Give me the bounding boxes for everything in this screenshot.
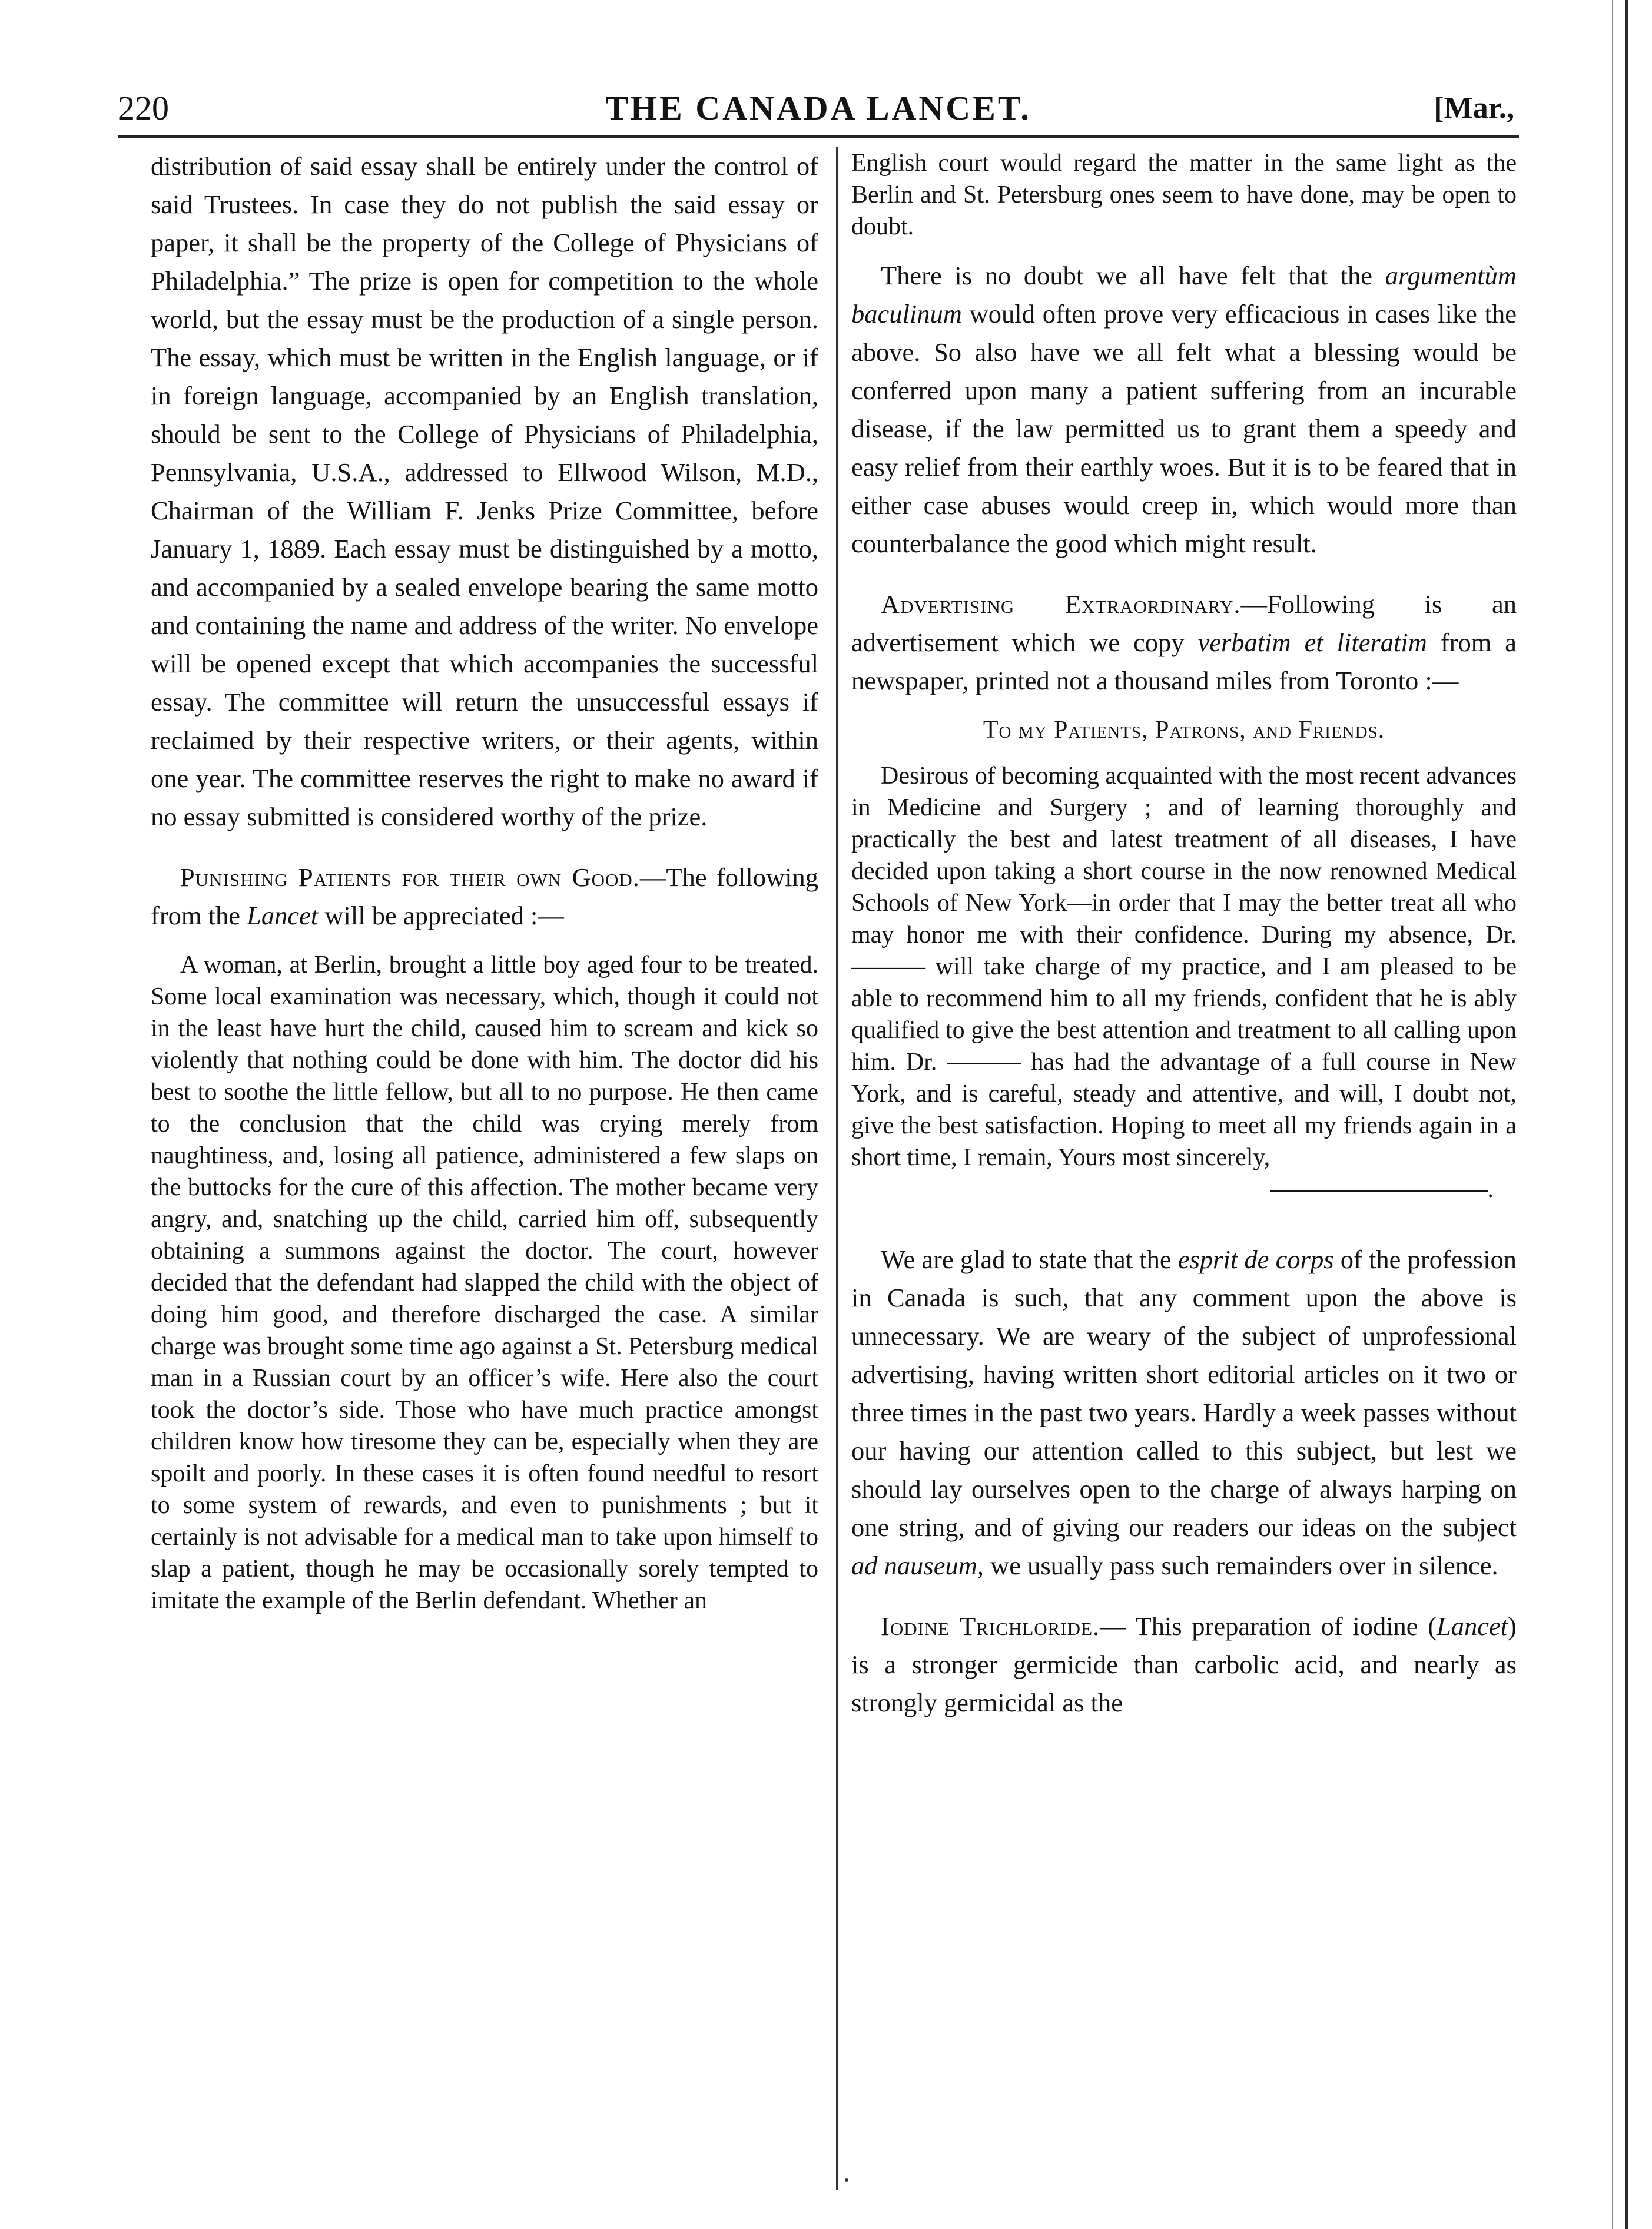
punishing-patients-heading: Punishing Patients for their own Good. xyxy=(180,863,640,892)
right-column xyxy=(851,147,1517,1722)
left-column xyxy=(151,147,818,1617)
latin-phrase: argumentùm baculinum xyxy=(851,261,1517,329)
page-edge xyxy=(1625,0,1628,2229)
iodine-heading: Iodine Trichloride. xyxy=(881,1611,1100,1641)
lancet-reference: Lancet xyxy=(1437,1611,1508,1641)
esprit-de-corps-paragraph: We are glad to state that the esprit de corps of the profession in Canada is such, that any comment upon the above is unnecessary. We are weary of the subject of unprofessional advertising, having written short editorial articles on it two or three times in the past two years. Hardly a week passes without our having our attention called to this subject, but lest we should lay ourselves open to the charge of always harping on one string, and of giving our readers our ideas on the subject ad nauseum, we usually pass such remainders over in silence. xyxy=(851,1245,1517,1580)
issue-month: [Mar., xyxy=(1434,91,1514,125)
latin-phrase: verbatim et literatim xyxy=(1197,628,1427,657)
advertisement-heading: To my Patients, Patrons, and Friends. xyxy=(983,717,1385,744)
advertisement-signature: —————————. xyxy=(1270,1176,1493,1203)
column-divider xyxy=(836,147,838,2190)
advertising-heading: Advertising Extraordinary. xyxy=(881,589,1241,619)
advertising-intro: Advertising Extraordinary.—Following is an advertisement which we copy verbatim et literatim from a newspaper, printed not a thousand miles from Toronto :— xyxy=(851,589,1517,695)
journal-title: THE CANADA LANCET. xyxy=(605,89,1031,127)
page-number: 220 xyxy=(118,89,169,127)
advertisement-body: Desirous of becoming acquainted with the most recent advances in Medicine and Surgery ; and of learning thoroughly and practically the best and latest treatment of all diseases, I have decided upon taking a short course in the now renowned Medical Schools of New York—in order that I may the better treat all who may honor me with their confidence. During my absence, Dr. ——— will take charge of my practice, and I am pleased to be able to recommend him to all my friends, confident that he is ably qualified to give the best attention and treatment to all calling upon him. Dr. ——— has had the advantage of a full course in New York, and is careful, steady and attentive, and will, I doubt not, give the best satisfaction. Hoping to meet all my friends again in a short time, I remain, Yours most sincerely, xyxy=(851,762,1517,1171)
ink-smudge xyxy=(845,2178,848,2182)
latin-phrase: esprit de corps xyxy=(1177,1245,1334,1274)
editorial-comment: There is no doubt we all have felt that the argumentùm baculinum would often prove very efficacious in cases like the above. So also have we all felt what a blessing would be conferred upon many a patient suffering from an incurable disease, if the law permitted us to grant them a speedy and easy relief from their earthly woes. But it is to be feared that in either case abuses would creep in, which would more than counterbalance the good which might result. xyxy=(851,261,1517,558)
punishing-patients-intro: Punishing Patients for their own Good.—The following from the Lancet will be appreciated :— xyxy=(151,863,818,930)
page-edge-shadow xyxy=(1612,0,1613,2229)
berlin-quote: A woman, at Berlin, brought a little boy aged four to be treated. Some local examination was necessary, which, though it could not in the least have hurt the child, caused him to scream and kick so violently that nothing could be done with him. The doctor did his best to soothe the little fellow, but all to no purpose. He then came to the conclusion that the child was crying merely from naughtiness, and, losing all patience, administered a few slaps on the buttocks for the cure of this affection. The mother became very angry, and, snatching up the child, carried him off, subsequently obtaining a summons against the doctor. The court, however decided that the defendant had slapped the child with the object of doing him good, and therefore discharged the case. A similar charge was brought some time ago against a St. Petersburg medical man in a Russian court by an officer’s wife. Here also the court took the doctor’s side. Those who have much practice amongst children know how tiresome they can be, especially when they are spoilt and poorly. In these cases it is often found needful to resort to some system of rewards, and even to punishments ; but it certainly is not advisable for a medical man to take upon himself to slap a patient, though he may be occasionally sorely tempted to imitate the example of the Berlin defendant. Whether an xyxy=(151,951,818,1614)
quote-continuation: English court would regard the matter in the same light as the Berlin and St. Petersburg ones seem to have done, may be open to doubt. xyxy=(851,150,1517,240)
iodine-trichloride-paragraph: Iodine Trichloride.— This preparation of iodine (Lancet) is a stronger germicide than carbolic acid, and nearly as strongly germicidal as the xyxy=(851,1611,1517,1717)
page-header xyxy=(118,82,1519,138)
lancet-reference: Lancet xyxy=(247,901,319,930)
latin-phrase: ad nauseum, xyxy=(851,1551,984,1580)
prize-essay-paragraph: distribution of said essay shall be entirely under the control of said Trustees. In case they do not publish the said essay or paper, it shall be the property of the College of Physicians of Philadelphia.” The prize is open for competition to the whole world, but the essay must be the production of a single person. The essay, which must be written in the English language, or if in foreign language, accompanied by an English translation, should be sent to the College of Physicians of Philadelphia, Pennsylvania, U.S.A., addressed to Ellwood Wilson, M.D., Chairman of the William F. Jenks Prize Committee, before January 1, 1889. Each essay must be distinguished by a motto, and accompanied by a sealed envelope bearing the same motto and containing the name and address of the writer. No envelope will be opened except that which accompanies the successful essay. The committee will return the unsuccessful essays if reclaimed by their respective writers, or their agents, within one year. The committee reserves the right to make no award if no essay submitted is considered worthy of the prize. xyxy=(151,151,818,831)
